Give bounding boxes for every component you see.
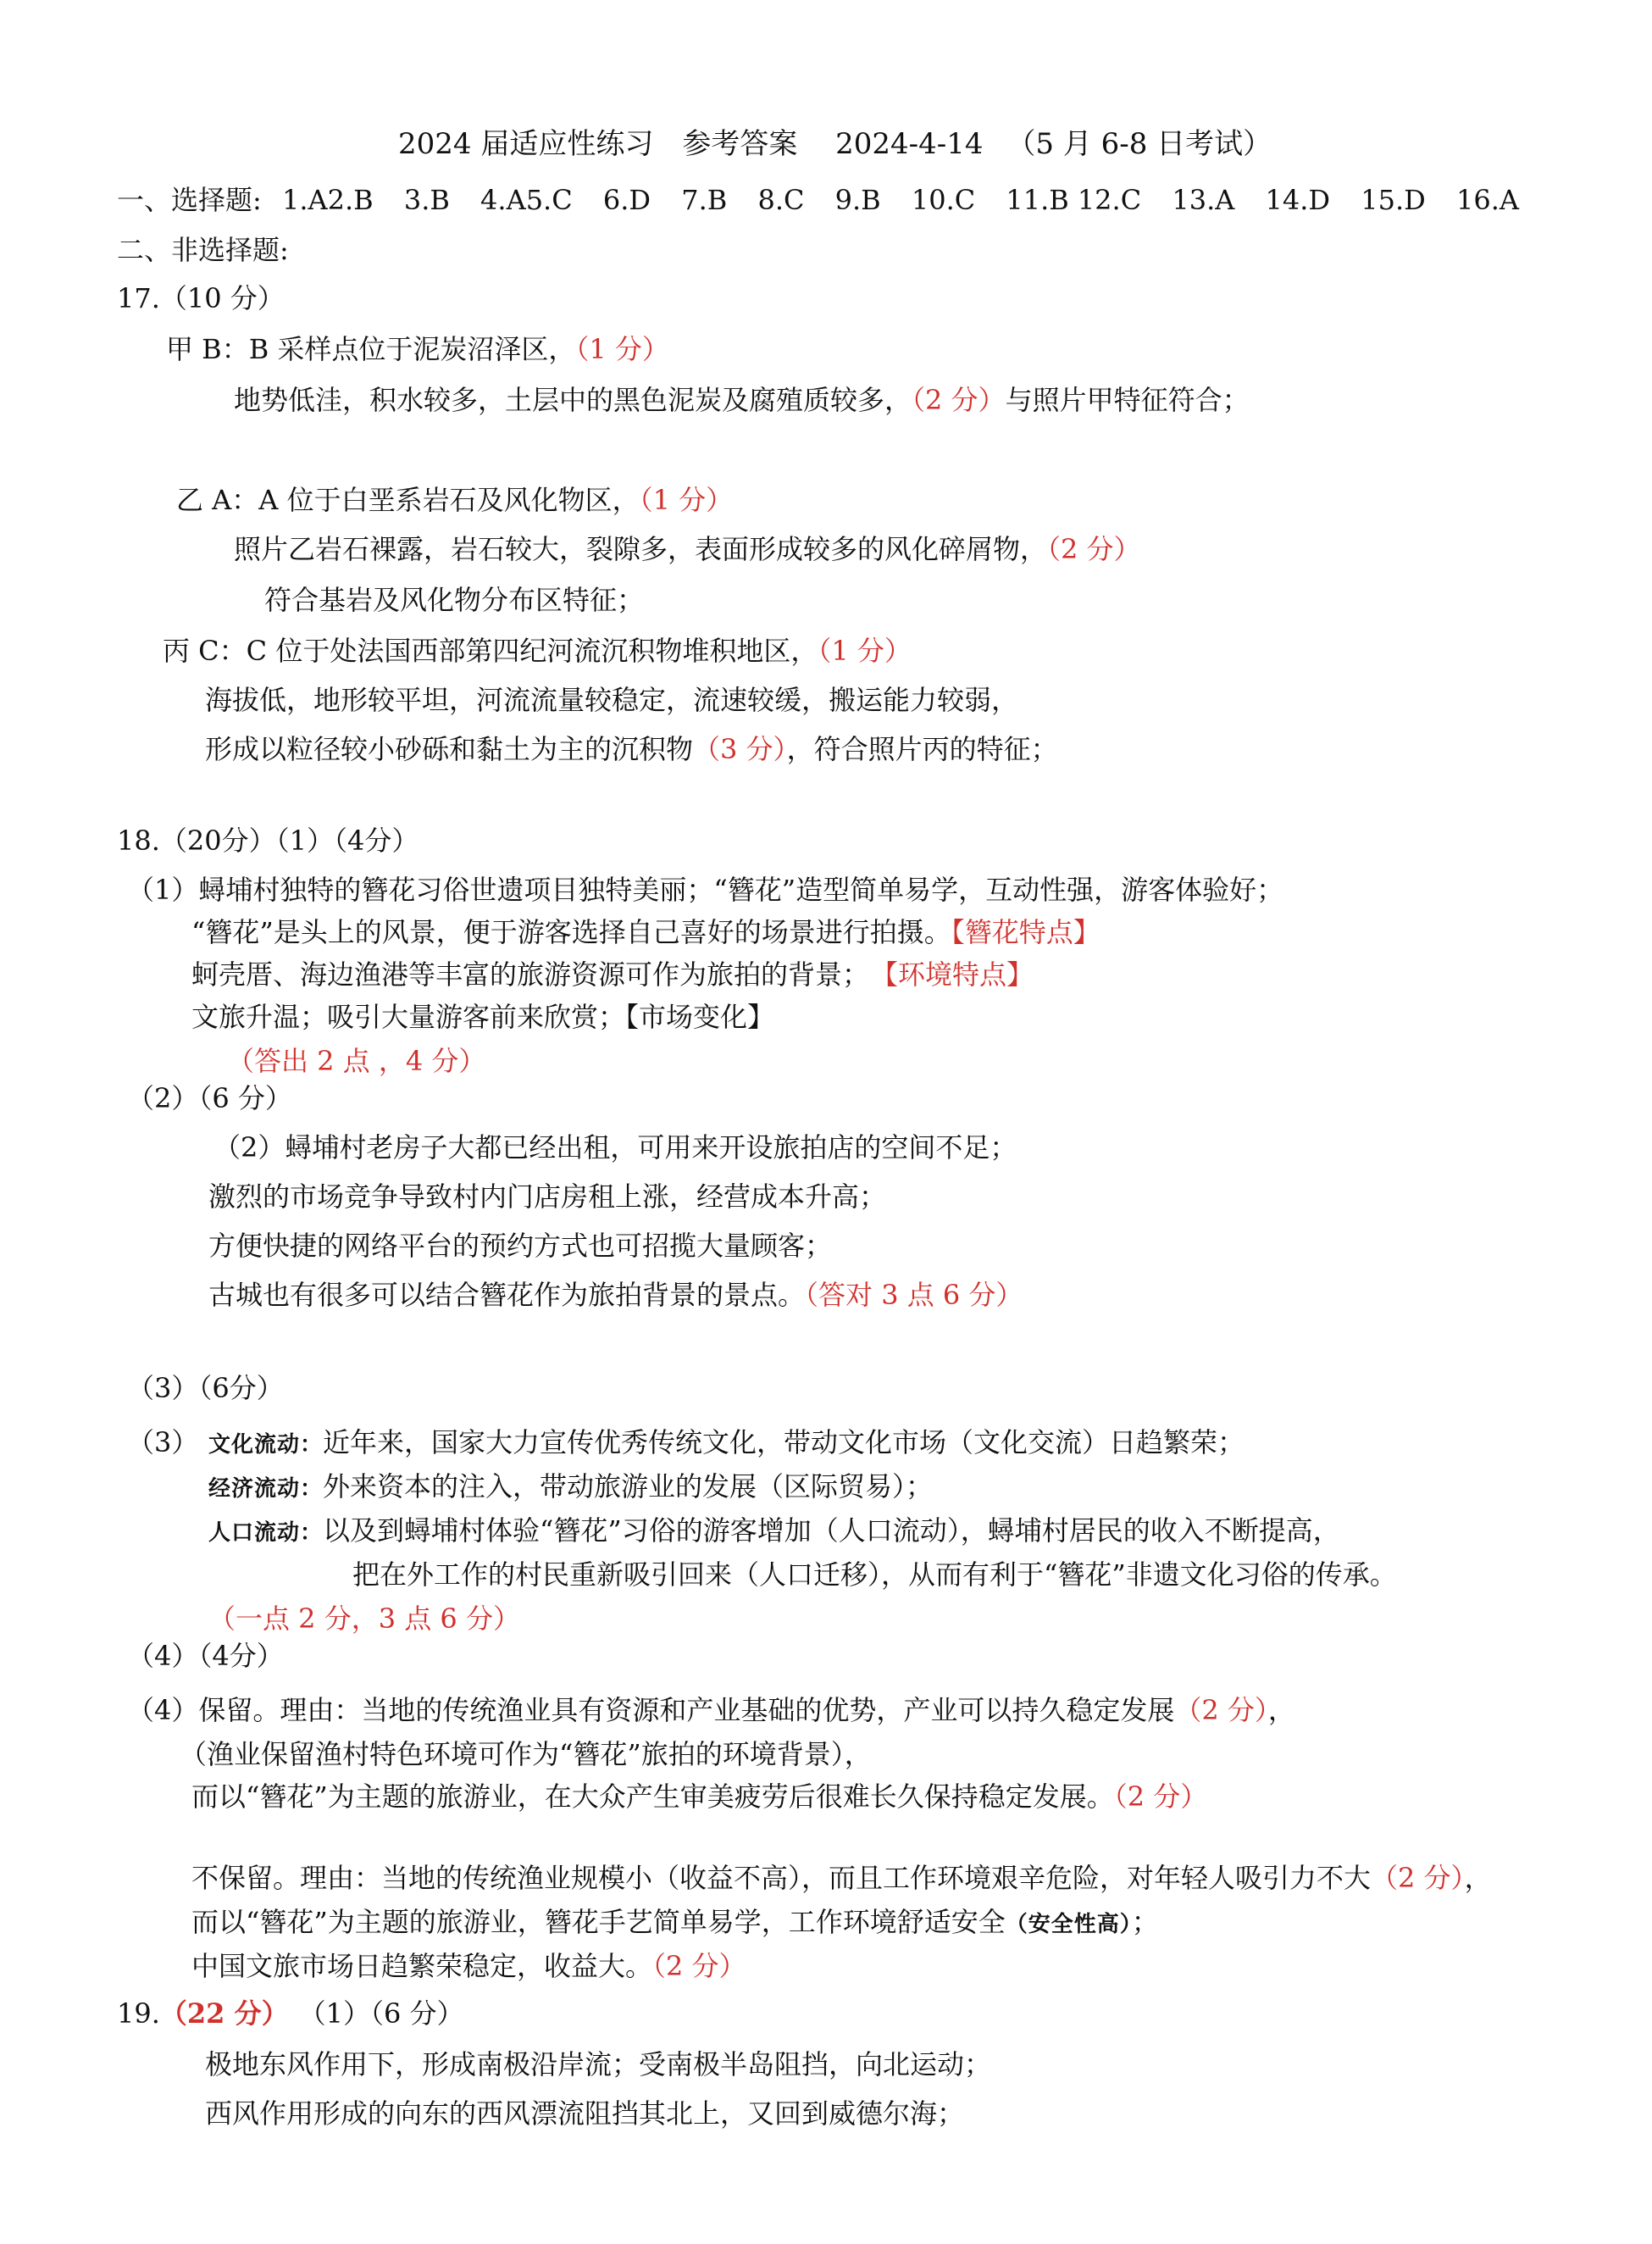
score: （2 分） <box>1174 1694 1268 1726</box>
mcq-answer: 5.C <box>525 184 573 216</box>
q18-header: 18.（20分）（1）（4分） <box>117 825 419 857</box>
section-2-label: 二、非选择题: <box>117 234 289 266</box>
text: 而以“簪花”为主题的旅游业，簪花手艺简单易学，工作环境舒适安全 <box>191 1906 1006 1938</box>
q18-p1-line-1: （1）蟳埔村独特的簪花习俗世遗项目独特美丽；“簪花”造型简单易学，互动性强，游客体验好； <box>127 874 1284 906</box>
q18-p1-line-4: 文旅升温；吸引大量游客前来欣赏；【市场变化】 <box>191 1001 775 1033</box>
mcq-answer: 4.A <box>480 184 526 216</box>
sub-question: （1）（6 分） <box>312 1997 464 2030</box>
q18-p2-line-3: 方便快捷的网络平台的预约方式也可招揽大量顾客； <box>208 1230 833 1262</box>
mcq-answer: 6.D <box>602 184 651 216</box>
text: “簪花”是头上的风景，便于游客选择自己喜好的场景进行拍摄。 <box>191 916 951 948</box>
q17-yi-line-1 <box>176 483 733 517</box>
tag: 【环境特点】 <box>884 958 1034 991</box>
q18-p3-line-4: 把在外工作的村民重新吸引回来（人口迁移），从而有利于“簪花”非遗文化习俗的传承。 <box>352 1558 1397 1591</box>
mcq-answer: 9.B <box>834 184 881 216</box>
text: 照片乙岩石裸露，岩石较大，裂隙多，表面形成较多的风化碎屑物， <box>234 533 1048 565</box>
tag: 【簪花特点】 <box>951 916 1100 948</box>
mcq-answer: 1.A <box>281 184 328 216</box>
score: （3 分） <box>693 733 787 765</box>
q17-yi-line-2 <box>234 532 1141 566</box>
text: 形成以粒径较小砂砾和黏土为主的沉积物 <box>205 733 694 765</box>
q18-p1-line-3 <box>191 958 1034 991</box>
text: ， <box>1464 1862 1492 1894</box>
q18-p3-score: （一点 2 分，3 点 6 分） <box>208 1602 520 1635</box>
mcq-answer: 15.D <box>1361 184 1426 216</box>
score: （答对 3 点 6 分） <box>805 1279 1023 1311</box>
text: 中国文旅市场日趋繁荣稳定，收益大。 <box>191 1950 653 1982</box>
q18-p4-line-1 <box>127 1693 1295 1727</box>
question-number: 19. <box>117 1997 160 2030</box>
q18-p4-header: （4）（4分） <box>127 1640 284 1672</box>
text: 古城也有很多可以结合簪花作为旅拍背景的景点。 <box>208 1279 806 1311</box>
score: （2 分） <box>1047 533 1141 565</box>
q18-p2-header: （2）（6 分） <box>127 1082 292 1114</box>
q18-p4-line-6 <box>191 1949 746 1983</box>
text: 近年来，国家大力宣传优秀传统文化，带动文化市场（文化交流）日趋繁荣； <box>323 1426 1245 1458</box>
mcq-answer: 13.A <box>1172 184 1235 216</box>
section-1-label: 一、选择题: <box>117 184 262 216</box>
mcq-answer: 11.B <box>1006 184 1069 216</box>
q17-bing-line-2: 海拔低，地形较平坦，河流流量较稳定，流速较缓，搬运能力较弱， <box>205 684 1019 716</box>
q18-p3-line-3 <box>208 1514 1340 1550</box>
score: （2 分） <box>912 384 1006 416</box>
text: ，符合照片丙的特征； <box>786 733 1058 765</box>
flow-label: 人口流动： <box>208 1520 324 1546</box>
text: 与照片甲特征符合； <box>1005 384 1250 416</box>
mcq-answer: 3.B <box>403 184 450 216</box>
q17-jia-line-2 <box>234 383 1250 417</box>
text: 丙 C：C 位于处法国西部第四纪河流沉积物堆积地区， <box>163 635 818 667</box>
text: 而以“簪花”为主题的旅游业，在大众产生审美疲劳后很难长久保持稳定发展。 <box>191 1780 1114 1813</box>
mcq-answer: 7.B <box>681 184 728 216</box>
text: ， <box>1267 1694 1295 1726</box>
q18-p1-score: （答出 2 点 ，4 分） <box>227 1045 486 1077</box>
q18-p4-line-5 <box>191 1905 1159 1941</box>
score: （22 分） <box>159 1997 289 2030</box>
q18-p3-header: （3）（6分） <box>127 1372 284 1404</box>
flow-label: 文化流动： <box>208 1432 324 1458</box>
q17-bing-line-3 <box>205 732 1058 766</box>
q19-line-1: 极地东风作用下，形成南极沿岸流；受南极半岛阻挡，向北运动； <box>205 2048 992 2080</box>
text: 地势低洼，积水较多，土层中的黑色泥炭及腐殖质较多， <box>234 384 912 416</box>
score: （1 分） <box>818 635 912 667</box>
text: 不保留。理由：当地的传统渔业规模小（收益不高），而且工作环境艰辛危险，对年轻人吸引力不大 <box>191 1862 1372 1894</box>
q17-bing-line-1 <box>163 634 912 668</box>
mcq-answer: 14.D <box>1265 184 1331 216</box>
text: 乙 A：A 位于白垩系岩石及风化物区， <box>176 484 640 516</box>
q18-p3-line-2 <box>208 1469 933 1506</box>
text: 甲 B：B 采样点位于泥炭沼泽区， <box>166 333 576 365</box>
mcq-answer: 2.B <box>327 184 374 216</box>
q19-header <box>117 1997 463 2030</box>
text: 外来资本的注入，带动旅游业的发展（区际贸易）； <box>323 1470 934 1502</box>
score: （1 分） <box>639 484 734 516</box>
mcq-answer: 12.C <box>1077 184 1142 216</box>
q17-yi-line-3: 符合基岩及风化物分布区特征； <box>264 584 645 616</box>
flow-label: 经济流动： <box>208 1476 324 1502</box>
q18-p2-line-1: （2）蟳埔村老房子大都已经出租，可用来开设旅拍店的空间不足； <box>213 1131 1017 1164</box>
q18-p4-line-2: （渔业保留渔村特色环境可作为“簪花”旅拍的环境背景）， <box>180 1738 872 1770</box>
score: （1 分） <box>575 333 669 365</box>
q17-header: 17.（10 分） <box>117 282 285 314</box>
q18-p3-num: （3） <box>127 1426 199 1458</box>
score: （2 分） <box>1113 1780 1208 1813</box>
text: （4）保留。理由：当地的传统渔业具有资源和产业基础的优势，产业可以持久稳定发展 <box>127 1694 1175 1726</box>
q17-jia-line-1 <box>166 332 669 366</box>
q18-p4-line-3 <box>191 1780 1207 1814</box>
page-title: 2024 届适应性练习 参考答案 2024-4-14 （5 月 6-8 日考试） <box>398 127 1272 161</box>
q18-p1-line-2 <box>191 915 1100 949</box>
text: ； <box>1131 1906 1159 1938</box>
q18-p3-line-1 <box>208 1425 1245 1462</box>
text: 以及到蟳埔村体验“簪花”习俗的游客增加（人口流动），蟳埔村居民的收入不断提高， <box>323 1514 1340 1547</box>
score: （2 分） <box>652 1950 746 1982</box>
q18-p2-line-2: 激烈的市场竞争导致村内门店房租上涨，经营成本升高； <box>208 1180 887 1213</box>
q18-p2-line-4 <box>208 1278 1023 1312</box>
text: 蚵壳厝、海边渔港等丰富的旅游资源可作为旅拍的背景； <box>191 958 870 991</box>
mcq-answer-row <box>117 183 1519 217</box>
note: （安全性高） <box>1005 1912 1132 1937</box>
mcq-answer: 16.A <box>1455 184 1519 216</box>
mcq-answer: 8.C <box>757 184 805 216</box>
q18-p4-line-4 <box>191 1861 1492 1895</box>
score: （2 分） <box>1371 1862 1465 1894</box>
mcq-answer: 10.C <box>911 184 976 216</box>
q19-line-2: 西风作用形成的向东的西风漂流阻挡其北上，又回到威德尔海； <box>205 2097 965 2130</box>
